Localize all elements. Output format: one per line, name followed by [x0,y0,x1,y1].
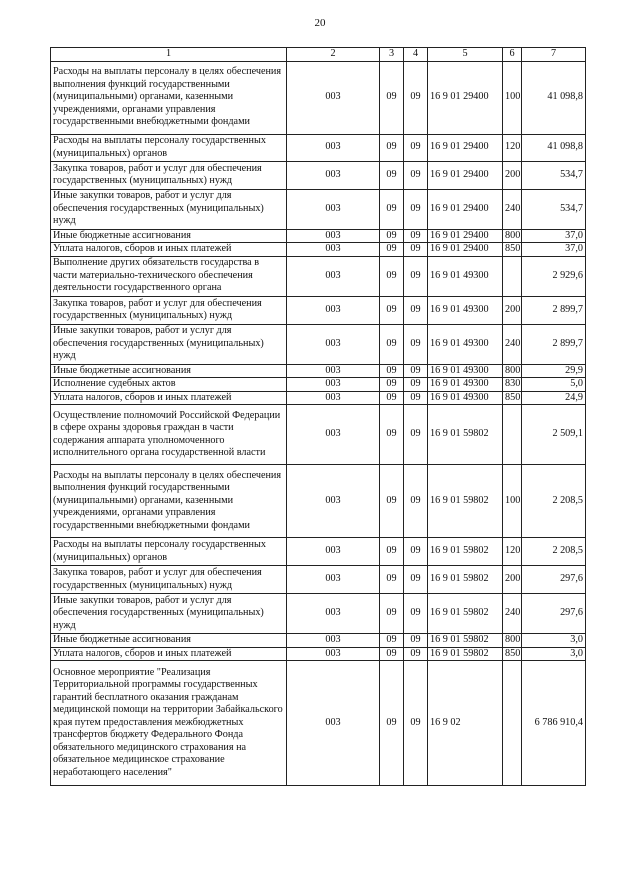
row-sum-cell: 3,0 [522,647,586,661]
table-row [51,161,586,189]
row-sum-cell: 2 899,7 [522,324,586,364]
row-sum-cell: 534,7 [522,161,586,189]
column-header-pr: 4 [404,48,428,62]
row-name-cell: Иные бюджетные ассигнования [51,364,287,378]
row-vr-cell: 200 [503,296,522,324]
row-rz-cell: 09 [380,364,404,378]
row-grbs-cell: 003 [287,391,380,405]
row-sum-cell: 41 098,8 [522,134,586,161]
row-grbs-cell: 003 [287,189,380,229]
row-name-cell: Уплата налогов, сборов и иных платежей [51,243,287,257]
row-pr-cell: 09 [404,296,428,324]
row-pr-cell: 09 [404,61,428,134]
row-name-cell: Расходы на выплаты персоналу государственных (муниципальных) органов [51,134,287,161]
row-csr-cell: 16 9 01 49300 [428,324,503,364]
row-name-cell: Иные закупки товаров, работ и услуг для обеспечения государственных (муниципальных) нужд [51,324,287,364]
table-row [51,634,586,648]
row-csr-cell: 16 9 01 49300 [428,378,503,392]
row-grbs-cell: 003 [287,61,380,134]
row-grbs-cell: 003 [287,378,380,392]
row-csr-cell: 16 9 01 29400 [428,161,503,189]
row-csr-cell: 16 9 01 49300 [428,391,503,405]
row-csr-cell: 16 9 01 49300 [428,296,503,324]
row-rz-cell: 09 [380,324,404,364]
table-row [51,405,586,465]
row-rz-cell: 09 [380,465,404,538]
row-rz-cell: 09 [380,229,404,243]
row-grbs-cell: 003 [287,243,380,257]
row-vr-cell: 830 [503,378,522,392]
row-sum-cell: 41 098,8 [522,61,586,134]
row-name-cell: Основное мероприятие "Реализация Территориальной программы государственных гарантий бесплатного оказания гражданам медицинской помощи на территории Забайкальского края путем предоставления межбюджетных трансфертов бюджету Федерального Фонда обязательного медицинского страхования на обязательное медицинское страхование неработающего населения" [51,661,287,786]
row-vr-cell [503,405,522,465]
row-vr-cell [503,661,522,786]
row-vr-cell: 240 [503,324,522,364]
row-name-cell: Закупка товаров, работ и услуг для обеспечения государственных (муниципальных) нужд [51,161,287,189]
table-row [51,324,586,364]
row-grbs-cell: 003 [287,647,380,661]
row-name-cell: Осуществление полномочий Российской Федерации в сфере охраны здоровья граждан в части содержания аппарата уполномоченного исполнительного органа государственной власти [51,405,287,465]
row-sum-cell: 2 899,7 [522,296,586,324]
row-name-cell: Закупка товаров, работ и услуг для обеспечения государственных (муниципальных) нужд [51,566,287,594]
row-grbs-cell: 003 [287,364,380,378]
row-sum-cell: 2 929,6 [522,256,586,296]
budget-table [50,47,586,786]
row-pr-cell: 09 [404,378,428,392]
row-vr-cell [503,256,522,296]
row-pr-cell: 09 [404,465,428,538]
row-vr-cell: 200 [503,161,522,189]
row-name-cell: Иные закупки товаров, работ и услуг для обеспечения государственных (муниципальных) нужд [51,189,287,229]
row-vr-cell: 850 [503,391,522,405]
row-sum-cell: 297,6 [522,594,586,634]
table-row [51,594,586,634]
page-number: 20 [314,17,326,29]
row-grbs-cell: 003 [287,538,380,566]
row-pr-cell: 09 [404,634,428,648]
table-row [51,229,586,243]
row-grbs-cell: 003 [287,594,380,634]
table-row [51,661,586,786]
row-sum-cell: 24,9 [522,391,586,405]
table-row [51,391,586,405]
row-name-cell: Закупка товаров, работ и услуг для обеспечения государственных (муниципальных) нужд [51,296,287,324]
row-pr-cell: 09 [404,647,428,661]
row-csr-cell: 16 9 01 59802 [428,405,503,465]
row-vr-cell: 100 [503,465,522,538]
row-grbs-cell: 003 [287,465,380,538]
row-rz-cell: 09 [380,189,404,229]
table-row [51,134,586,161]
table-row [51,189,586,229]
row-vr-cell: 800 [503,634,522,648]
row-pr-cell: 09 [404,405,428,465]
row-rz-cell: 09 [380,134,404,161]
row-pr-cell: 09 [404,189,428,229]
row-rz-cell: 09 [380,391,404,405]
column-header-csr: 5 [428,48,503,62]
row-pr-cell: 09 [404,243,428,257]
row-rz-cell: 09 [380,594,404,634]
row-csr-cell: 16 9 01 59802 [428,634,503,648]
row-pr-cell: 09 [404,538,428,566]
row-grbs-cell: 003 [287,296,380,324]
row-rz-cell: 09 [380,634,404,648]
row-name-cell: Расходы на выплаты персоналу в целях обеспечения выполнения функций государственными (муниципальными) органами, казенными учреждениями, органами управления государственными внебюджетными фондами [51,61,287,134]
row-sum-cell: 2 509,1 [522,405,586,465]
row-csr-cell: 16 9 01 49300 [428,364,503,378]
table-row [51,256,586,296]
row-pr-cell: 09 [404,661,428,786]
row-sum-cell: 2 208,5 [522,538,586,566]
table-row [51,465,586,538]
row-grbs-cell: 003 [287,566,380,594]
row-pr-cell: 09 [404,229,428,243]
row-name-cell: Расходы на выплаты персоналу государственных (муниципальных) органов [51,538,287,566]
row-rz-cell: 09 [380,378,404,392]
column-header-name: 1 [51,48,287,62]
row-vr-cell: 850 [503,243,522,257]
table-body [51,61,586,786]
row-name-cell: Исполнение судебных актов [51,378,287,392]
row-sum-cell: 37,0 [522,229,586,243]
row-rz-cell: 09 [380,256,404,296]
column-header-rz: 3 [380,48,404,62]
row-sum-cell: 3,0 [522,634,586,648]
row-csr-cell: 16 9 01 29400 [428,189,503,229]
table-row [51,566,586,594]
row-sum-cell: 297,6 [522,566,586,594]
table-row [51,378,586,392]
row-csr-cell: 16 9 01 59802 [428,647,503,661]
column-header-vr: 6 [503,48,522,62]
row-rz-cell: 09 [380,405,404,465]
row-name-cell: Уплата налогов, сборов и иных платежей [51,647,287,661]
table-row [51,647,586,661]
row-pr-cell: 09 [404,134,428,161]
row-vr-cell: 240 [503,189,522,229]
row-pr-cell: 09 [404,324,428,364]
row-rz-cell: 09 [380,243,404,257]
row-name-cell: Выполнение других обязательств государства в части материально-технического обеспечения деятельности государственного органа [51,256,287,296]
column-header-sum: 7 [522,48,586,62]
row-grbs-cell: 003 [287,256,380,296]
row-csr-cell: 16 9 01 29400 [428,61,503,134]
row-vr-cell: 100 [503,61,522,134]
column-header-grbs: 2 [287,48,380,62]
row-sum-cell: 2 208,5 [522,465,586,538]
row-csr-cell: 16 9 01 29400 [428,229,503,243]
row-sum-cell: 37,0 [522,243,586,257]
row-csr-cell: 16 9 02 [428,661,503,786]
row-csr-cell: 16 9 01 59802 [428,538,503,566]
row-pr-cell: 09 [404,161,428,189]
header-row [51,48,586,62]
row-grbs-cell: 003 [287,229,380,243]
row-pr-cell: 09 [404,391,428,405]
row-csr-cell: 16 9 01 59802 [428,566,503,594]
table-row [51,243,586,257]
table-row [51,538,586,566]
row-rz-cell: 09 [380,538,404,566]
row-grbs-cell: 003 [287,161,380,189]
table-row [51,61,586,134]
row-sum-cell: 5,0 [522,378,586,392]
row-csr-cell: 16 9 01 29400 [428,243,503,257]
row-grbs-cell: 003 [287,634,380,648]
row-csr-cell: 16 9 01 59802 [428,465,503,538]
row-grbs-cell: 003 [287,405,380,465]
row-csr-cell: 16 9 01 29400 [428,134,503,161]
row-rz-cell: 09 [380,661,404,786]
table-row [51,364,586,378]
row-vr-cell: 800 [503,229,522,243]
row-vr-cell: 120 [503,538,522,566]
row-vr-cell: 800 [503,364,522,378]
row-name-cell: Иные закупки товаров, работ и услуг для обеспечения государственных (муниципальных) нужд [51,594,287,634]
row-pr-cell: 09 [404,594,428,634]
row-csr-cell: 16 9 01 59802 [428,594,503,634]
row-pr-cell: 09 [404,256,428,296]
table-row [51,296,586,324]
row-vr-cell: 850 [503,647,522,661]
row-pr-cell: 09 [404,364,428,378]
row-grbs-cell: 003 [287,134,380,161]
row-rz-cell: 09 [380,566,404,594]
row-sum-cell: 534,7 [522,189,586,229]
row-rz-cell: 09 [380,296,404,324]
row-rz-cell: 09 [380,647,404,661]
row-name-cell: Расходы на выплаты персоналу в целях обеспечения выполнения функций государственными (муниципальными) органами, казенными учреждениями, органами управления государственными внебюджетными фондами [51,465,287,538]
row-name-cell: Уплата налогов, сборов и иных платежей [51,391,287,405]
row-vr-cell: 240 [503,594,522,634]
row-grbs-cell: 003 [287,661,380,786]
row-vr-cell: 120 [503,134,522,161]
row-pr-cell: 09 [404,566,428,594]
row-sum-cell: 29,9 [522,364,586,378]
row-rz-cell: 09 [380,61,404,134]
row-csr-cell: 16 9 01 49300 [428,256,503,296]
row-rz-cell: 09 [380,161,404,189]
row-name-cell: Иные бюджетные ассигнования [51,634,287,648]
row-name-cell: Иные бюджетные ассигнования [51,229,287,243]
row-vr-cell: 200 [503,566,522,594]
row-grbs-cell: 003 [287,324,380,364]
row-sum-cell: 6 786 910,4 [522,661,586,786]
